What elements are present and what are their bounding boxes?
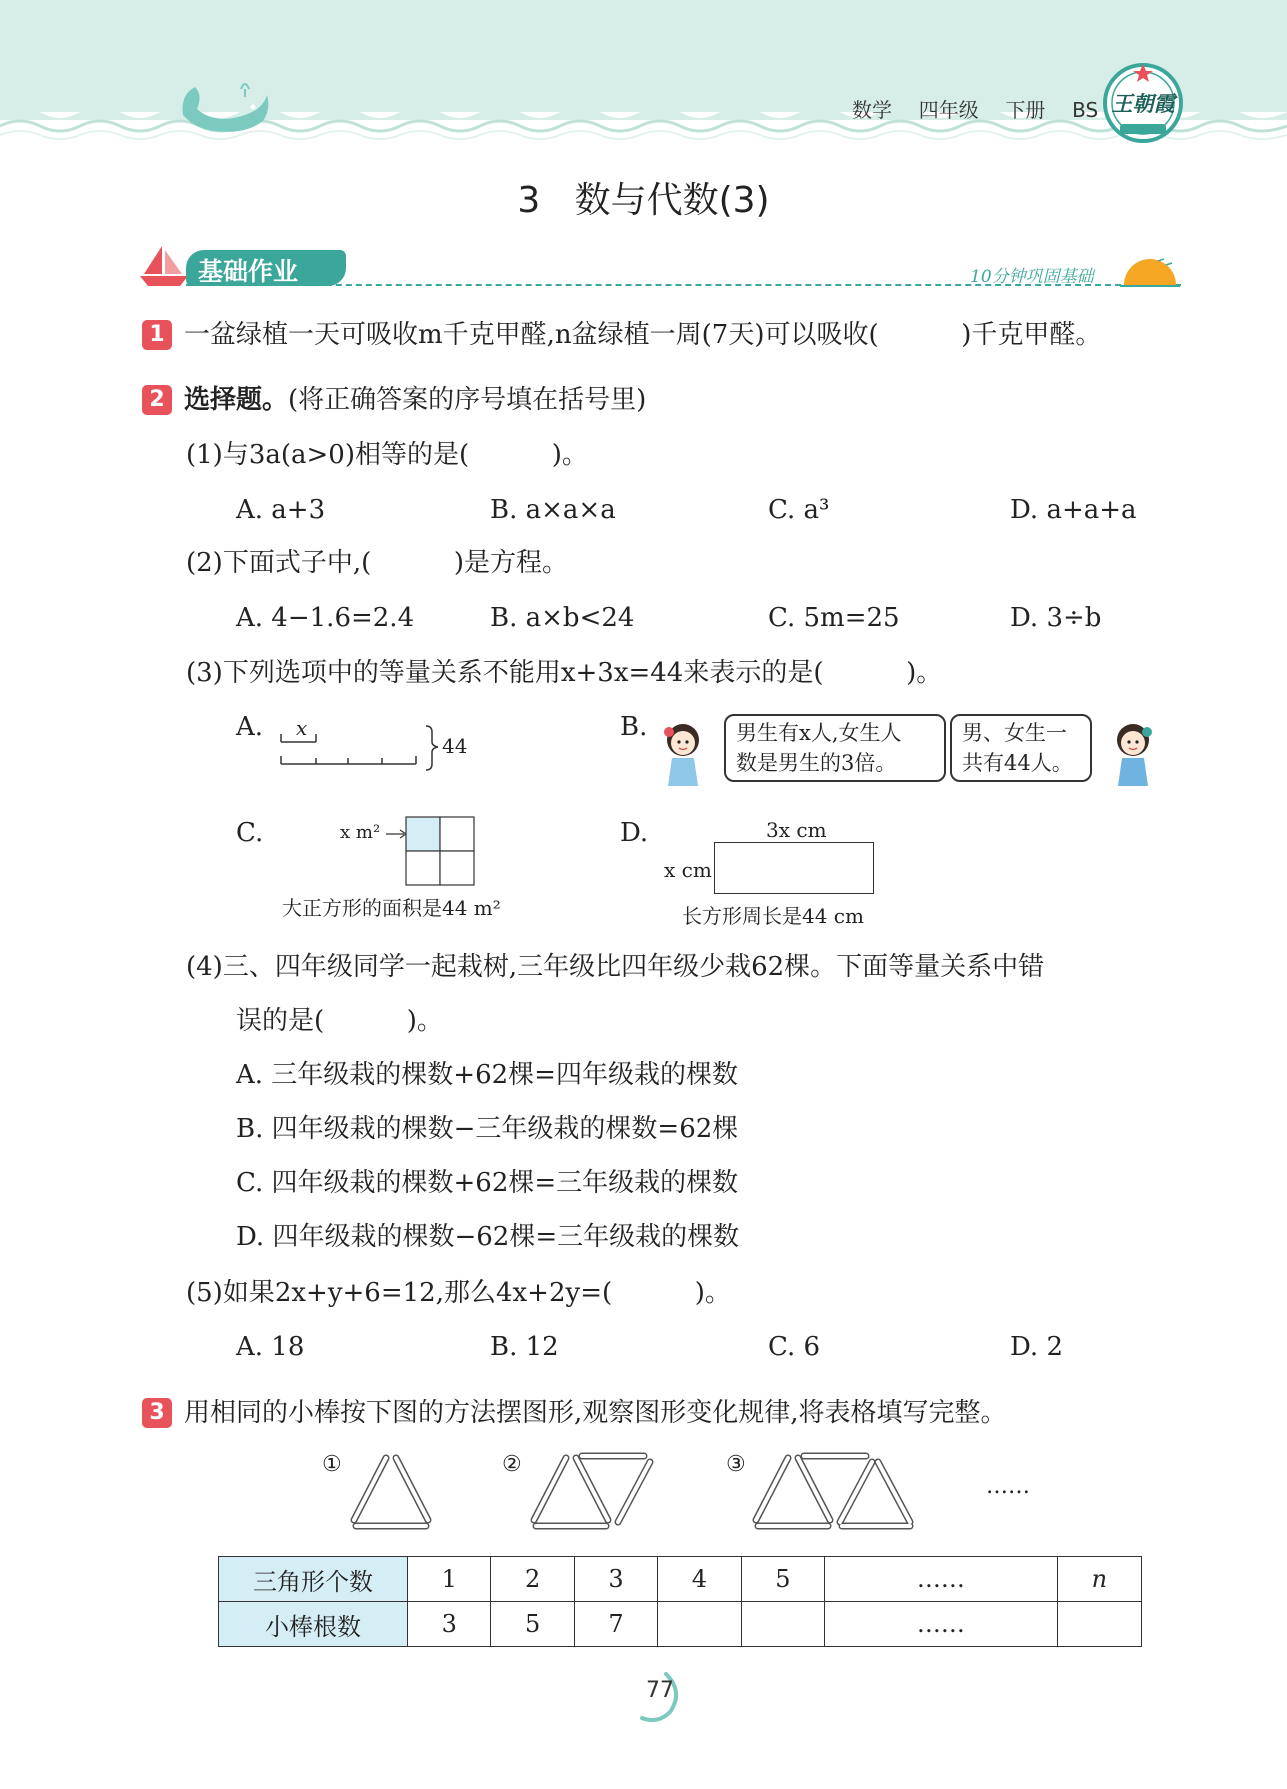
answer-cell[interactable] — [658, 1602, 741, 1647]
whale-icon — [175, 75, 275, 135]
q2-part4-stem-line1: (4)三、四年级同学一起栽树,三年级比四年级少栽62棵。下面等量关系中错 — [186, 952, 1045, 982]
table-cell: 3 — [408, 1602, 491, 1647]
q2-part3-option-d-label: D. — [620, 818, 649, 848]
rectangle-caption: 长方形周长是44 cm — [682, 904, 864, 928]
table-row — [219, 1602, 1142, 1647]
table-cell: 1 — [408, 1557, 491, 1602]
q2-part1-option-b: B. a×a×a — [490, 495, 616, 525]
segment-total: 44 — [442, 734, 468, 758]
question-2-prompt — [184, 383, 646, 417]
girl-avatar-right — [1110, 718, 1156, 790]
table-row-header: 三角形个数 — [219, 1557, 408, 1602]
q2-part3-stem: (3)下列选项中的等量关系不能用x+3x=44来表示的是( )。 — [186, 658, 943, 688]
grade-label: 四年级 — [918, 98, 979, 122]
subject-label: 数学 — [852, 98, 892, 122]
figure-label-1: ① — [322, 1452, 342, 1477]
volume-label: 下册 — [1005, 98, 1046, 122]
speech-bubble-1-line2: 数是男生的3倍。 — [736, 751, 897, 775]
question-1-text: 一盆绿植一天可吸收m千克甲醛,n盆绿植一周(7天)可以吸收( )千克甲醛。 — [184, 320, 1102, 350]
q2-part1-option-d: D. a+a+a — [1010, 495, 1137, 525]
edition-label: BS — [1072, 98, 1099, 122]
question-1-badge: 1 — [142, 320, 172, 350]
q2-part2-option-a: A. 4−1.6=2.4 — [236, 603, 415, 633]
rectangle-shape — [714, 842, 874, 894]
table-cell: …… — [825, 1557, 1058, 1602]
q2-part2-option-c: C. 5m=25 — [768, 603, 900, 633]
stick-figure-3 — [748, 1452, 918, 1532]
q2-part5-option-c: C. 6 — [768, 1332, 821, 1362]
rectangle-top-label: 3x cm — [766, 818, 827, 842]
section-note: 10分钟巩固基础 — [970, 267, 1094, 287]
table-cell: …… — [825, 1602, 1058, 1647]
sailboat-icon — [138, 244, 190, 288]
q2-part1-option-a: A. a+3 — [236, 495, 326, 525]
logo-text: 王朝霞 — [1111, 91, 1175, 116]
table-cell: 5 — [491, 1602, 574, 1647]
question-3-badge: 3 — [142, 1398, 172, 1428]
speech-bubble-2-line1: 男、女生一 — [962, 721, 1067, 745]
figure-ellipsis: …… — [986, 1474, 1030, 1499]
q2-part3-option-a-label: A. — [236, 712, 264, 742]
q2-part3-option-b-label: B. — [620, 712, 648, 742]
stick-figure-1 — [346, 1452, 436, 1532]
q2-part2-stem: (2)下面式子中,( )是方程。 — [186, 548, 569, 578]
table-cell: 2 — [491, 1557, 574, 1602]
page-title: 3 数与代数(3) — [517, 180, 770, 221]
speech-bubble-1 — [724, 714, 946, 782]
q2-part4-option-a: A. 三年级栽的棵数+62棵=四年级栽的棵数 — [236, 1060, 738, 1090]
rectangle-side-label: x cm — [664, 858, 712, 882]
square-cell-label: x m² — [340, 822, 381, 843]
brand-logo — [1102, 62, 1184, 144]
q2-part4-option-d: D. 四年级栽的棵数−62棵=三年级栽的棵数 — [236, 1222, 740, 1252]
figure-label-2: ② — [502, 1452, 522, 1477]
girl-avatar-left — [660, 718, 706, 790]
speech-bubble-2-line2: 共有44人。 — [962, 751, 1073, 775]
table-cell: 3 — [574, 1557, 657, 1602]
table-row — [219, 1557, 1142, 1602]
segment-variable: x — [296, 716, 308, 740]
q2-part2-option-b: B. a×b<24 — [490, 603, 635, 633]
q2-part4-stem-line2: 误的是( )。 — [236, 1006, 443, 1036]
q2-part5-option-a: A. 18 — [236, 1332, 305, 1362]
table-row-header: 小棒根数 — [219, 1602, 408, 1647]
table-cell: 4 — [658, 1557, 741, 1602]
page-number: 77 — [646, 1678, 674, 1703]
question-2-badge: 2 — [142, 385, 172, 415]
answer-cell[interactable] — [1057, 1602, 1141, 1647]
answer-cell[interactable] — [741, 1602, 824, 1647]
q2-part1-stem: (1)与3a(a>0)相等的是( )。 — [186, 440, 588, 470]
answer-table — [218, 1556, 1142, 1647]
q2-part4-option-c: C. 四年级栽的棵数+62棵=三年级栽的棵数 — [236, 1168, 739, 1198]
section-label: 基础作业 — [198, 257, 299, 286]
q2-part2-option-d: D. 3÷b — [1010, 603, 1102, 633]
square-caption: 大正方形的面积是44 m² — [282, 896, 501, 920]
q2-part4-option-b: B. 四年级栽的棵数−三年级栽的棵数=62棵 — [236, 1114, 739, 1144]
q2-part5-option-d: D. 2 — [1010, 1332, 1063, 1362]
stick-figure-2 — [526, 1452, 666, 1532]
question-2-instruction: (将正确答案的序号填在括号里) — [288, 385, 647, 415]
header-meta — [852, 94, 1098, 123]
figure-label-3: ③ — [726, 1452, 746, 1477]
speech-bubble-2 — [950, 714, 1092, 782]
q2-part5-option-b: B. 12 — [490, 1332, 559, 1362]
table-cell: 5 — [741, 1557, 824, 1602]
speech-bubble-1-line1: 男生有x人,女生人 — [736, 721, 902, 745]
q2-part5-stem: (5)如果2x+y+6=12,那么4x+2y=( )。 — [186, 1278, 731, 1308]
question-3-text: 用相同的小棒按下图的方法摆图形,观察图形变化规律,将表格填写完整。 — [184, 1398, 1007, 1428]
sun-icon — [1118, 255, 1182, 289]
table-cell: 7 — [574, 1602, 657, 1647]
question-2-title: 选择题。 — [184, 385, 289, 415]
q2-part3-option-c-label: C. — [236, 818, 264, 848]
table-cell: n — [1057, 1557, 1141, 1602]
q2-part1-option-c: C. a³ — [768, 495, 830, 525]
